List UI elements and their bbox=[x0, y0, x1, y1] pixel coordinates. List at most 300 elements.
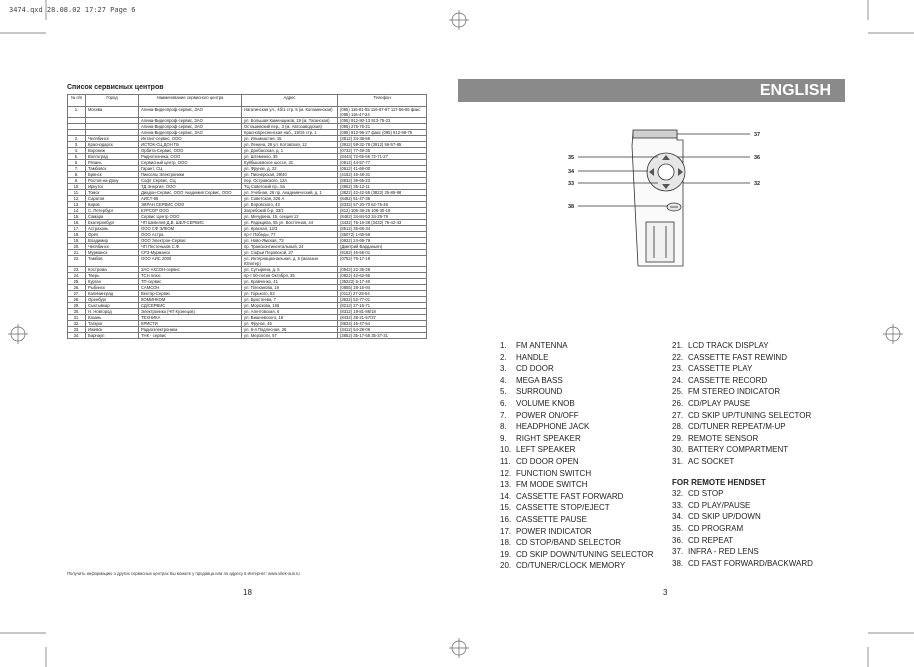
table-cell-name: Гарант, СЦ bbox=[139, 166, 242, 172]
table-cell-name: ТД Энергия, ООО bbox=[139, 184, 242, 190]
table-cell-name: КРИСТИ bbox=[139, 321, 242, 327]
table-cell-city: Орёл bbox=[86, 232, 139, 238]
table-cell-tel: (0752) 75-17-19 bbox=[338, 256, 427, 267]
table-cell-name: Софт Сервис, СЦ bbox=[139, 178, 242, 184]
list-item-label: RIGHT SPEAKER bbox=[516, 433, 581, 443]
table-cell-tel: (8512) 35-68-34 bbox=[338, 226, 427, 232]
table-cell-addr: ул. Фрунзе, 45 bbox=[242, 321, 338, 327]
remote-parts-list bbox=[672, 488, 813, 569]
table-cell-addr: ул. Ильмиастая, 15 bbox=[242, 136, 338, 142]
table-cell-name: КОМИНКОМ bbox=[139, 297, 242, 303]
list-item-number: 8. bbox=[500, 422, 507, 432]
table-cell-tel: (0912) 44-57-77 bbox=[338, 160, 427, 166]
list-item bbox=[500, 479, 654, 491]
list-item-number: 26. bbox=[672, 398, 684, 408]
table-cell-name: ТСН плюс bbox=[139, 273, 242, 279]
list-item bbox=[500, 537, 654, 549]
parts-list-right bbox=[672, 340, 813, 569]
dpad-inner bbox=[658, 164, 674, 180]
table-cell-name: ЭКРАН СЕРВИС ООО bbox=[139, 202, 242, 208]
table-cell-tel: (0732) 77-49-35 bbox=[338, 148, 427, 154]
table-cell-name: Радиоэлектроника bbox=[139, 327, 242, 333]
table-cell-addr: Куйбышевское шоссе, 31 bbox=[242, 160, 338, 166]
table-cell-addr: ул. Радищева, 55 ул. Восточная, 44 bbox=[242, 220, 338, 226]
table-cell-name: Орбита-Сервис, ООО bbox=[139, 148, 242, 154]
list-item bbox=[672, 421, 813, 433]
list-item-label: CD/TUNER REPEAT/M-UP bbox=[688, 422, 786, 432]
table-cell-name: ИСТОК-СЦ ДОН ГБ bbox=[139, 142, 242, 148]
list-item-number: 4. bbox=[500, 375, 507, 385]
table-cell-city: Оренбург bbox=[86, 297, 139, 303]
table-cell-addr: пр-т 50-летия Октября, 35 bbox=[242, 273, 338, 279]
list-item-number: 36. bbox=[672, 535, 684, 545]
list-item-label: CASSETTE RECORD bbox=[688, 375, 768, 385]
language-banner bbox=[458, 79, 845, 102]
list-item-label: CASSETTE PLAY bbox=[688, 364, 753, 374]
table-cell-city: Саратов bbox=[86, 196, 139, 202]
list-item-label: CD PLAY/PAUSE bbox=[688, 500, 751, 510]
list-item bbox=[672, 488, 813, 500]
parts-list-left bbox=[500, 340, 654, 572]
list-item-number: 25. bbox=[672, 387, 684, 397]
list-item-label: MEGA BASS bbox=[516, 375, 563, 385]
list-item bbox=[672, 386, 813, 398]
table-cell-addr: ул. Морозова, 156 bbox=[242, 303, 338, 309]
table-cell-city: Казань bbox=[86, 315, 139, 321]
table-cell-tel: (095) 912-96-27 факс (095) 912-98-75 bbox=[338, 130, 427, 136]
table-cell-n: 4. bbox=[68, 148, 86, 154]
table-cell-addr: ул. Донбасская, д. 1 bbox=[242, 148, 338, 154]
list-item bbox=[672, 340, 813, 352]
table-cell-tel: (8212) 27-16-71 bbox=[338, 303, 427, 309]
table-cell-tel: (8312) 19-81-86/18 bbox=[338, 309, 427, 315]
table-cell-tel: (0942) 22-35-28 bbox=[338, 267, 427, 273]
list-item-label: HANDLE bbox=[516, 352, 549, 362]
table-cell-addr: ул. Интернациональная, д. 5 (магазин Юпитер) bbox=[242, 256, 338, 267]
table-cell-city: Ижевск bbox=[86, 327, 139, 333]
list-item-label: REMOTE SENSOR bbox=[688, 433, 759, 443]
list-item bbox=[500, 386, 654, 398]
table-cell-tel: (0922) 24-69-79 bbox=[338, 238, 427, 244]
table-cell-city: Ростов-на-Дону bbox=[86, 178, 139, 184]
table-cell-n: 30. bbox=[68, 309, 86, 315]
table-cell-tel: (3432) 76-16-38 (3432) 76-42-43 bbox=[338, 220, 427, 226]
table-cell-addr: пер. Островского, 12А bbox=[242, 178, 338, 184]
list-item-label: INFRA - RED LENS bbox=[688, 547, 759, 557]
table-cell-n: 22. bbox=[68, 256, 86, 267]
list-item-label: FM STEREO INDICATOR bbox=[688, 387, 781, 397]
table-cell-name: Алина-Видеопроф-сервис, ЗАО bbox=[139, 124, 242, 130]
list-item-number: 29. bbox=[672, 433, 684, 443]
table-cell-addr: ул. Бростеева, 7 bbox=[242, 297, 338, 303]
list-item-number: 10. bbox=[500, 445, 512, 455]
table-cell-name: Электроника (ЧП Кузнецов) bbox=[139, 309, 242, 315]
list-item bbox=[672, 398, 813, 410]
table-cell-addr: ул. Сутырина, д. 5 bbox=[242, 267, 338, 273]
list-item bbox=[672, 444, 813, 456]
list-item-label: BATTERY COMPARTMENT bbox=[688, 445, 789, 455]
list-item-number: 19. bbox=[500, 549, 512, 559]
table-cell-name: ООО Астра bbox=[139, 232, 242, 238]
list-item bbox=[500, 560, 654, 572]
table-cell-city: Тамбовск bbox=[86, 166, 139, 172]
table-cell-addr: ул. Советская, 326 А bbox=[242, 196, 338, 202]
list-item-number: 18. bbox=[500, 538, 512, 548]
table-cell-addr: ул. Красная, 12/3 bbox=[242, 226, 338, 232]
list-item bbox=[500, 340, 654, 352]
table-cell-city: Иркутск bbox=[86, 184, 139, 190]
table-cell-city: Челябинск bbox=[86, 244, 139, 250]
table-cell-name: Алина-Видеопроф-сервис, ЗАО bbox=[139, 107, 242, 118]
table-cell-city: Курган bbox=[86, 279, 139, 285]
table-cell-addr: пр. Трансконтинентальный, 24 bbox=[242, 244, 338, 250]
table-cell-tel: (8432) 38-21-57/37 bbox=[338, 315, 427, 321]
list-item bbox=[672, 375, 813, 387]
table-cell-name: Диадон-Сервис, ООО Академия Сервис, ООО bbox=[139, 190, 242, 196]
table-cell-addr: ул. Ново-Ямская, 73 bbox=[242, 238, 338, 244]
table-cell-tel: (0855) 28-16-94 bbox=[338, 285, 427, 291]
table-cell-tel: (8332) 57-20-70 62-75-46 bbox=[338, 202, 427, 208]
table-row bbox=[68, 107, 427, 118]
table-cell-n: 3. bbox=[68, 142, 86, 148]
table-cell-city: Тагарог bbox=[86, 321, 139, 327]
table-cell-addr: ТЦ Советский пр., 8а bbox=[242, 184, 338, 190]
list-item-label: VOLUME KNOB bbox=[516, 398, 575, 408]
list-item-number: 23. bbox=[672, 364, 684, 374]
table-cell-n: 13. bbox=[68, 202, 86, 208]
list-item bbox=[500, 444, 654, 456]
remote-diagram bbox=[560, 126, 780, 276]
list-item-label: CD DOOR bbox=[516, 364, 554, 374]
list-item bbox=[672, 523, 813, 535]
list-item-label: CD STOP bbox=[688, 489, 724, 499]
list-item-label: CD SKIP UP/TUNING SELECTOR bbox=[688, 410, 812, 420]
list-item-number: 7. bbox=[500, 410, 507, 420]
table-cell-tel: (4162) 45-48-31 bbox=[338, 172, 427, 178]
service-centers-table bbox=[67, 94, 427, 339]
list-item-number: 38. bbox=[672, 558, 684, 568]
table-row bbox=[68, 333, 427, 339]
table-body bbox=[68, 107, 427, 339]
list-item bbox=[500, 410, 654, 422]
list-item-label: CASSETTE FAST FORWARD bbox=[516, 491, 624, 501]
table-cell-tel: (0822) 42-62-95 bbox=[338, 273, 427, 279]
table-cell-n: 29. bbox=[68, 303, 86, 309]
table-cell-addr: ул. Фрунзе, д. 22 bbox=[242, 166, 338, 172]
callout-38: 38 bbox=[568, 204, 575, 210]
list-item bbox=[672, 511, 813, 523]
list-item bbox=[500, 398, 654, 410]
list-item-number: 37. bbox=[672, 547, 684, 557]
list-item-label: POWER ON/OFF bbox=[516, 410, 579, 420]
table-cell-city: Рязань bbox=[86, 160, 139, 166]
list-item bbox=[500, 456, 654, 468]
list-item-number: 11. bbox=[500, 456, 511, 466]
table-cell-n: 8. bbox=[68, 172, 86, 178]
table-cell-n: 23. bbox=[68, 267, 86, 273]
table-cell-name: САМСОН bbox=[139, 285, 242, 291]
table-cell-name: ТП-сервис bbox=[139, 279, 242, 285]
table-cell-addr: Краснопресненская наб., 19/15 стр. 1 bbox=[242, 130, 338, 136]
table-cell-n: 5. bbox=[68, 154, 86, 160]
table-cell-name: Алина-Видеопроф-сервис, ЗАО bbox=[139, 118, 242, 124]
list-item-number: 2. bbox=[500, 352, 507, 362]
table-cell-addr: Нагатинская ул., 4б/1 стр. 5 (м. Коломенская) bbox=[242, 107, 338, 118]
table-cell-city: Кострома bbox=[86, 267, 139, 273]
list-item-number: 35. bbox=[672, 523, 684, 533]
callout-33: 33 bbox=[568, 181, 575, 187]
table-cell-n: 20. bbox=[68, 244, 86, 250]
table-cell-city: Владимир bbox=[86, 238, 139, 244]
list-item-number: 27. bbox=[672, 410, 684, 420]
table-cell-name: Радиотехника, ООО bbox=[139, 154, 242, 160]
list-item-number: 16. bbox=[500, 514, 512, 524]
table-cell-n: 14. bbox=[68, 208, 86, 214]
list-item-label: CD REPEAT bbox=[688, 535, 734, 545]
print-header: 3474.qxd 28.08.02 17:27 Page 6 bbox=[9, 6, 136, 14]
table-cell-name: ООО Электрон-Сервис bbox=[139, 238, 242, 244]
page-number-left: 18 bbox=[243, 588, 252, 597]
table-cell-n: 10. bbox=[68, 184, 86, 190]
list-item bbox=[500, 352, 654, 364]
table-cell-city: Сыктывкар bbox=[86, 303, 139, 309]
table-cell-name: Алина-Видеопроф-сервис, ЗАО bbox=[139, 130, 242, 136]
list-item-label: AC SOCKET bbox=[688, 456, 735, 466]
callout-35: 35 bbox=[568, 155, 575, 161]
table-cell-city: Тверь bbox=[86, 273, 139, 279]
list-item-label: CD DOOR OPEN bbox=[516, 456, 579, 466]
table-cell-tel: (35072) 1-65-56 bbox=[338, 232, 427, 238]
list-item-number: 17. bbox=[500, 526, 512, 536]
list-item-label: CD FAST FORWARD/BACKWARD bbox=[688, 558, 813, 568]
table-cell-tel: (3412) 54-28-06 bbox=[338, 327, 427, 333]
list-item-number: 31. bbox=[672, 456, 684, 466]
table-cell-n: 11. bbox=[68, 190, 86, 196]
table-cell-n: 34. bbox=[68, 333, 86, 339]
list-item-label: FUNCTION SWITCH bbox=[516, 468, 592, 478]
table-cell-city: Москва bbox=[86, 107, 139, 118]
table-cell-city: Киров bbox=[86, 202, 139, 208]
list-item-number: 1. bbox=[500, 341, 507, 350]
table-cell-n: 2. bbox=[68, 136, 86, 142]
table-cell-city: С. Петербург bbox=[86, 208, 139, 214]
table-cell-city: Волгоград bbox=[86, 154, 139, 160]
table-cell-addr: ул. Учебная, 26 пр. Академический, д. 1 bbox=[242, 190, 338, 196]
table-cell-n: 9. bbox=[68, 178, 86, 184]
table-cell-n: 28. bbox=[68, 297, 86, 303]
table-cell-n: 26. bbox=[68, 285, 86, 291]
list-item-number: 14. bbox=[500, 491, 512, 501]
table-cell-addr: ул. Софьи Перовской, 37 bbox=[242, 250, 338, 256]
table-cell-city: Челябинск bbox=[86, 136, 139, 142]
table-cell-n: 7. bbox=[68, 166, 86, 172]
callout-37: 37 bbox=[754, 132, 761, 138]
table-cell-n: 12. bbox=[68, 196, 86, 202]
table-cell-tel: (3912) 59-32-78 (3912) 56-57-85 bbox=[338, 142, 427, 148]
list-item-label: CASSETTE STOP/EJECT bbox=[516, 503, 610, 513]
list-item-label: LCD TRACK DISPLAY bbox=[688, 341, 769, 350]
table-cell-tel: (095) 275-76-21 bbox=[338, 124, 427, 130]
table-cell-city: Самара bbox=[86, 214, 139, 220]
table-cell-n: 24. bbox=[68, 273, 86, 279]
list-item bbox=[672, 433, 813, 445]
table-cell-city: Калининград bbox=[86, 291, 139, 297]
list-item-label: LEFT SPEAKER bbox=[516, 445, 576, 455]
service-centers-title: Список сервисных центров bbox=[67, 84, 164, 91]
table-cell-name: АИСТ-96 bbox=[139, 196, 242, 202]
table-cell-name: Пикселы Электроники bbox=[139, 172, 242, 178]
table-cell-tel: (0112) 27-28-54 bbox=[338, 291, 427, 297]
table-cell-name: ООО СФ ЭЛКОМ bbox=[139, 226, 242, 232]
list-item bbox=[500, 363, 654, 375]
col-header-name: Наименование сервисного центра bbox=[139, 95, 242, 107]
table-cell-tel: (3512) 34-38-56 bbox=[338, 136, 427, 142]
table-cell-addr: пр-т Победы, 77 bbox=[242, 232, 338, 238]
table-cell-tel: (8152) 45-56-01 bbox=[338, 250, 427, 256]
table-cell-addr: ул. Ленина, 26 ул. Котовская, 12 bbox=[242, 142, 338, 148]
table-cell-addr: ул. Вишневского, 18 bbox=[242, 315, 338, 321]
table-cell-tel: (0612) 41-66-00 bbox=[338, 166, 427, 172]
list-item bbox=[672, 352, 813, 364]
list-item bbox=[672, 535, 813, 547]
table-cell-tel: (8634) 45-47-54 bbox=[338, 321, 427, 327]
table-cell-city: Барнаул bbox=[86, 333, 139, 339]
table-cell-addr: ул. Горького, 53 bbox=[242, 291, 338, 297]
callout-34: 34 bbox=[568, 169, 575, 175]
list-item-label: POWER INDICATOR bbox=[516, 526, 592, 536]
table-cell-city: Тамбов bbox=[86, 256, 139, 267]
list-item-number: 22. bbox=[672, 352, 684, 362]
table-cell-addr: ул. Плеханова, 19 bbox=[242, 285, 338, 291]
table-cell-addr: ул. Штеменко, 35 bbox=[242, 154, 338, 160]
list-item-number: 30. bbox=[672, 445, 684, 455]
table-cell-n: 16. bbox=[68, 220, 86, 226]
list-item-number: 12. bbox=[500, 468, 512, 478]
table-cell-city: Н. Новгород bbox=[86, 309, 139, 315]
list-item-label: FM ANTENNA bbox=[516, 341, 568, 350]
remote-heading: FOR REMOTE HENDSET bbox=[672, 477, 766, 487]
table-cell-name: ООО АИС 2000 bbox=[139, 256, 242, 267]
list-item bbox=[500, 375, 654, 387]
list-item-label: CASSETTE PAUSE bbox=[516, 514, 587, 524]
list-item-number: 28. bbox=[672, 422, 684, 432]
list-item-number: 3. bbox=[500, 364, 507, 374]
ir-lens bbox=[633, 130, 677, 138]
table-cell-city: Томск bbox=[86, 190, 139, 196]
list-item bbox=[672, 363, 813, 375]
table-cell-n: 17. bbox=[68, 226, 86, 232]
list-item-number: 13. bbox=[500, 480, 512, 490]
table-cell-n: 15. bbox=[68, 214, 86, 220]
table-cell-addr: ул. 9-я Подлесная, 26 bbox=[242, 327, 338, 333]
page-number-right: 3 bbox=[663, 588, 668, 597]
table-cell-tel: (095) 116-81-55 116-67-97 117-56-55 факс (095) 116-47-24 bbox=[338, 107, 427, 118]
table-cell-addr: ул. Мичурина, 15, секция 12 bbox=[242, 214, 338, 220]
list-item-label: CD SKIP DOWN/TUNING SELECTOR bbox=[516, 549, 654, 559]
language-heading: ENGLISH bbox=[759, 82, 831, 99]
table-cell-tel: (3532) 52-77-01 bbox=[338, 297, 427, 303]
table-cell-n: 21. bbox=[68, 250, 86, 256]
table-cell-name: ЗАО АКСОН-сервис bbox=[139, 267, 242, 273]
col-header-phone: Телефон bbox=[338, 95, 427, 107]
list-item-label: FM MODE SWITCH bbox=[516, 480, 588, 490]
list-item-number: 6. bbox=[500, 398, 507, 408]
table-cell-city: Мурманск bbox=[86, 250, 139, 256]
table-cell-tel: (812) 106-38-26 106-30-19 bbox=[338, 208, 427, 214]
table-cell-city: Брянск bbox=[86, 172, 139, 178]
list-item-label: CASSETTE FAST REWIND bbox=[688, 352, 787, 362]
table-cell-tel: (8443) 72-65-56 72-71-27 bbox=[338, 154, 427, 160]
list-item-number: 32. bbox=[672, 489, 684, 499]
list-item-number: 33. bbox=[672, 500, 684, 510]
table-cell-n: 6. bbox=[68, 160, 86, 166]
table-cell-city: Рыбинск bbox=[86, 285, 139, 291]
table-cell-name: ТНК - сервис bbox=[139, 333, 242, 339]
table-cell-name: Сервисный центр, ООО bbox=[139, 160, 242, 166]
table-cell-tel: (35222) 5-17-40 bbox=[338, 279, 427, 285]
list-item bbox=[500, 433, 654, 445]
list-item bbox=[672, 546, 813, 558]
list-item bbox=[672, 410, 813, 422]
callout-36: 36 bbox=[754, 155, 761, 161]
table-cell-n: 25. bbox=[68, 279, 86, 285]
table-cell-n: 32. bbox=[68, 321, 86, 327]
table-cell-name: ЧП Пестеньков С.Ф. bbox=[139, 244, 242, 250]
table-cell-name: Вектор-Сервис bbox=[139, 291, 242, 297]
col-header-number: № п/п bbox=[68, 95, 86, 107]
list-item-number: 20. bbox=[500, 561, 512, 571]
table-cell-n: 1. bbox=[68, 107, 86, 118]
list-item-label: SURROUND bbox=[516, 387, 563, 397]
table-cell-tel: (3852) 35-17-58 35-37-31 bbox=[338, 333, 427, 339]
list-item-number: 21. bbox=[672, 341, 684, 350]
table-cell-n: 18. bbox=[68, 232, 86, 238]
list-item-label: CD/PLAY PAUSE bbox=[688, 398, 751, 408]
table-cell-tel: (8632) 39-65-23 bbox=[338, 178, 427, 184]
table-cell-addr: ул. Большая Каменщиков, 19 (м. Таганская) bbox=[242, 118, 338, 124]
table-cell-name: Интант-сервис, ООО bbox=[139, 136, 242, 142]
table-cell-addr: ул. Пионерская, 29/40 bbox=[242, 172, 338, 178]
col-header-city: Город bbox=[86, 95, 139, 107]
table-cell-city: Екатеринбург bbox=[86, 220, 139, 226]
table-row bbox=[68, 256, 427, 267]
table-cell-n: 27. bbox=[68, 291, 86, 297]
table-cell-city: Астрахань bbox=[86, 226, 139, 232]
list-item-label: CD STOP/BAND SELECTOR bbox=[516, 538, 622, 548]
table-cell-name: ЧП Шевелев Д.В. ШЕЛ-СЕРВИС bbox=[139, 220, 242, 226]
table-cell-tel: (8452) 51-47-36 bbox=[338, 196, 427, 202]
list-item bbox=[672, 558, 813, 570]
table-header-row bbox=[68, 95, 427, 107]
table-cell-city: Краснодарск bbox=[86, 142, 139, 148]
list-item bbox=[500, 491, 654, 503]
table-cell-tel: (095) 912-90-13 913-75-23 bbox=[338, 118, 427, 124]
table-cell-addr: ул. Мерзлоти, 57 bbox=[242, 333, 338, 339]
table-cell-addr: ул. Воровского, 43 bbox=[242, 202, 338, 208]
table-cell-name: СРЗ-Мурманск bbox=[139, 250, 242, 256]
list-item bbox=[500, 502, 654, 514]
table-cell-n: 31. bbox=[68, 315, 86, 321]
table-cell-tel: (Дмитрий Варданьян) bbox=[338, 244, 427, 250]
list-item bbox=[500, 514, 654, 526]
list-item-label: CD SKIP UP/DOWN bbox=[688, 512, 761, 522]
parts-list-main bbox=[672, 340, 813, 468]
table-cell-name: ТЕХНИКА bbox=[139, 315, 242, 321]
list-item bbox=[672, 500, 813, 512]
table-cell-tel: (3952) 35-13-11 bbox=[338, 184, 427, 190]
list-item bbox=[672, 456, 813, 468]
table-cell-n: 19. bbox=[68, 238, 86, 244]
